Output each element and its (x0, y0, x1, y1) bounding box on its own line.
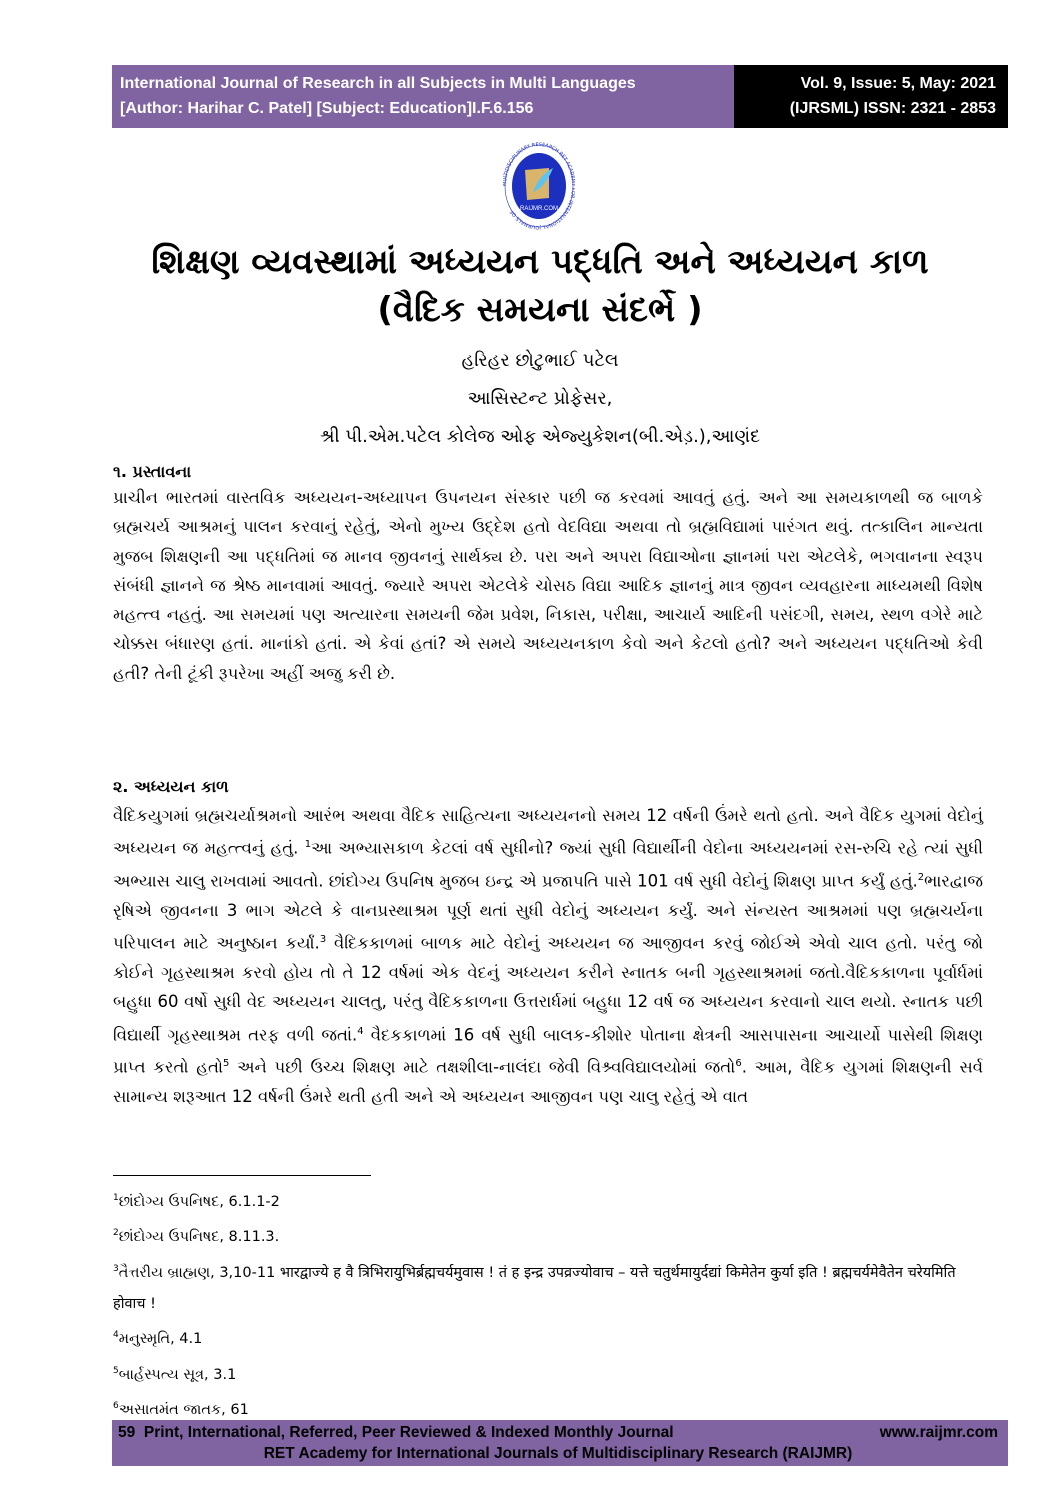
journal-name: International Journal of Research in all Subjects in Multi Languages (120, 75, 636, 92)
section-heading-study-period: ૨. અધ્યયન કાળ (113, 777, 229, 796)
section-heading-introduction: ૧. પ્રસ્તાવના (113, 462, 192, 481)
paper-title (100, 238, 980, 334)
author-block (100, 342, 980, 456)
footnote-number: 5 (113, 1365, 119, 1376)
footnote (113, 1254, 973, 1321)
footnote-ref-1[interactable]: 1 (304, 839, 312, 851)
body-text: વૈદિકયુગમાં બ્રહ્મચર્યાશ્રમનો આરંભ અથવા વૈદિક સાહિત્યના અધ્યયનનો સમય 12 વર્ષની ઉંમરે થતો હતો. અને વૈદિક યુગમાં વેદોનું અધ્યયન જ મહત્ત્વનું હતું. (113, 806, 983, 858)
footnote-number: 3 (113, 1263, 119, 1274)
paper-title-line1: શિક્ષણ વ્યવસ્થામાં અધ્યયન પદ્ધતિ અને અધ્યયન કાળ (151, 242, 929, 282)
section-body-introduction: પ્રાચીન ભારતમાં વાસ્તવિક અધ્યયન-અધ્યાપન ઉપનયન સંસ્કાર પછી જ કરવમાં આવતું હતું. અને આ સમયકાળથી જ બાળકે બ્રહ્મચર્ય આશ્રમનું પાલન કરવાનું રહેતું, એનો મુખ્ય ઉદ્દેશ હતો વેદવિદ્યા અથવા તો બ્રહ્મવિદ્યામાં પારંગત થવું. તત્કાલિન માન્યતા મુજબ શિક્ષણની આ પદ્ધતિમાં જ માનવ જીવનનું સાર્થક્ય છે. પરા અને અપરા વિદ્યાઓના જ્ઞાનમાં પરા એટલેકે, ભગવાનના સ્વરૂપ સંબંધી જ્ઞાનને જ શ્રેષ્ઠ માનવામાં આવતું. જ્યારે અપરા એટલેકે ચોસઠ વિદ્યા આદિક જ્ઞાનનું માત્ર જીવન વ્યવહારના માધ્યમથી વિશેષ મહત્ત્વ નહતું. આ સમયમાં પણ અત્યારના સમયની જેમ પ્રવેશ, નિકાસ, પરીક્ષા, આચાર્ય આદિની પસંદગી, સમય, સ્થળ વગેરે માટે ચોક્કસ બંધારણ હતાં. માનાંકો હતાં. એ કેવાં હતાં? એ સમયે અધ્યયનકાળ કેવો અને કેટલો હતો? અને અધ્યયન પદ્ધતિઓ કેવી હતી? તેની ટૂંકી રૂપરેખા અહીં અજુ કરી છે. (113, 488, 983, 683)
footnote-text: છાંદોગ્ય ઉપનિષદ, 8.11.3. (118, 1229, 280, 1246)
body-text: અને પછી ઉચ્ચ શિક્ષણ માટે તક્ષશીલા-નાલંદા જેવી વિશ્ર્વવિદ્યાલયોમાં જતો (229, 1057, 736, 1077)
body-text: વૈદકકાળમાં 16 વર્ષ સુધી બાલક-કીશોર પોતાના ક્ષેત્રની આસપાસના આચાર્યો પાસેથી શિક્ષણ પ્રાપ્ત કરતો હતો (113, 1025, 983, 1077)
footer-tagline: Print, International, Referred, Peer Reviewed & Indexed Monthly Journal (143, 1424, 674, 1441)
author-designation: આસિસ્ટન્ટ પ્રોફેસર, (467, 388, 613, 409)
footnote-text: મનુસ્મૃતિ, 4.1 (118, 1331, 203, 1348)
journal-header-right (734, 65, 1008, 128)
footnote (113, 1320, 973, 1355)
journal-footer (112, 1420, 1008, 1466)
footnote-text: અસાતમંત જાતક, 61 (118, 1401, 249, 1418)
footnote-text: તૈત્તરીય બ્રાહ્મણ, 3,10-11 भारद्वाज्ये ह वै त्रिभिरायुभिर्ब्रह्मचर्यमुवास ! तं ह इन्द्र उपव्रज्योवाच – यत्ते चतुर्थमायुर्दद्यां किमेतेन कुर्या इति ! ब्रह्मचर्यमेवैतेन चरेयमिति होवाच ! (113, 1264, 956, 1312)
footnote-text: બાર્હસ્પત્ય સૂત્ર, 3.1 (118, 1366, 237, 1383)
footnote-number: 1 (113, 1193, 119, 1203)
footnote (113, 1183, 973, 1218)
body-text: વૈદિકકાળમાં બાળક માટે વેદોનું અધ્યયન જ આજીવન કરવું જોઈએ એવો ચાલ હતો. પરંતુ જો કોઈને ગૃહસ્થાશ્રમ કરવો હોય તો તે 12 વર્ષમાં એક વેદનું અધ્યયન કરીને સ્નાતક બની ગૃહસ્થાશ્રમમાં જતો.વૈદિકકાળના પૂર્વાર્ધમાં બહુધા 60 વર્ષો સુધી વેદ અધ્યયન ચાલતુ, પરંતુ વૈદિકકાળના ઉત્તરાર્ધમાં બહુધા 12 વર્ષ જ અધ્યયન કરવાનો ચાલ થયો. સ્નાતક પછી વિદ્યાર્થી ગૃહસ્થાશ્રમ તરફ વળી જતાં. (113, 933, 983, 1045)
footnote (113, 1218, 973, 1253)
logo-center-text: RAIJMR.COM (520, 206, 558, 212)
volume-issue: Vol. 9, Issue: 5, May: 2021 (800, 75, 996, 92)
footnote-ref-2[interactable]: 2 (917, 872, 925, 884)
footer-left (118, 1422, 674, 1443)
section-body-study-period (113, 801, 983, 1111)
body-text: ભારદ્વાજ રૃષિએ જીવનના 3 ભાગ એટલે કે વાનપ્રસ્થાશ્રમ પૂર્ણ થતાં સુધી વેદોનું અધ્યયન કર્યું. અને સંન્યસ્ત આશ્રમમાં પણ બ્રહ્મચર્યના પરિપાલન માટે અનુષ્ઠાન કર્યાં. (113, 871, 983, 953)
footnote-divider (113, 1175, 371, 1176)
footnote-number: 6 (113, 1401, 119, 1412)
raijmr-logo-icon (503, 140, 575, 232)
paper-title-line2: (વૈદિક સમયના સંદર્ભે ) (377, 290, 703, 330)
footnote-ref-3[interactable]: 3 (319, 934, 327, 946)
author-subject-line: [Author: Harihar C. Patel] [Subject: Education]I.F.6.156 (120, 100, 534, 117)
footnotes (113, 1183, 973, 1426)
journal-header-left (112, 65, 734, 128)
footnote-number: 2 (113, 1228, 119, 1239)
body-text: આ અભ્યાસકાળ કેટલાં વર્ષ સુધીનો? જ્યાં સુધી વિદ્યાર્થીની વેદોના અધ્યયનમાં રસ-રુચિ રહે ત્યાં સુધી અભ્યાસ ચાલુ રાખવામાં આવતો. છાંદોગ્ય ઉપનિષ મુજબ ઇન્દ્ર એ પ્રજાપતિ પાસે 101 વર્ષ સુધી વેદોનું શિક્ષણ પ્રાપ્ત કર્યું હતું. (113, 838, 983, 891)
footer-website-link[interactable]: www.raijmr.com (879, 1424, 998, 1441)
journal-header (112, 65, 1008, 128)
author-institution: શ્રી પી.એમ.પટેલ કોલેજ ઓફ એજ્યુકેશન(બી.એડ઼.),આણંદ (319, 426, 761, 447)
footnote-ref-5[interactable]: 5 (223, 1058, 230, 1070)
footer-row (118, 1422, 998, 1443)
footnote (113, 1356, 973, 1391)
issn: (IJRSML) ISSN: 2321 - 2853 (789, 100, 996, 117)
page-number: 59 (118, 1424, 136, 1441)
footnote-number: 4 (113, 1330, 119, 1341)
footnote-ref-4[interactable]: 4 (357, 1025, 364, 1037)
author-name: હરિહર છોટુભાઈ પટેલ (461, 350, 619, 371)
footnote-ref-6[interactable]: 6 (735, 1058, 742, 1070)
logo-ring-text: LTIDISCIPLINARY RESEARCH RET ACADE R INTERNATIONAL JOURNALS OF (503, 141, 575, 231)
footnote-text: છાંદોગ્ય ઉપનિષદ, 6.1.1-2 (118, 1193, 280, 1210)
footer-publisher: RET Academy for International Journals of Multidisciplinary Research (RAIJMR) (263, 1445, 853, 1462)
body-text: . આમ, વૈદિક યુગમાં શિક્ષણની સર્વ સામાન્ય શરૂઆત 12 વર્ષની ઉંમરે થતી હતી અને એ અધ્યયન આજીવન પણ ચાલુ રહેતું એ વાત (113, 1057, 983, 1107)
